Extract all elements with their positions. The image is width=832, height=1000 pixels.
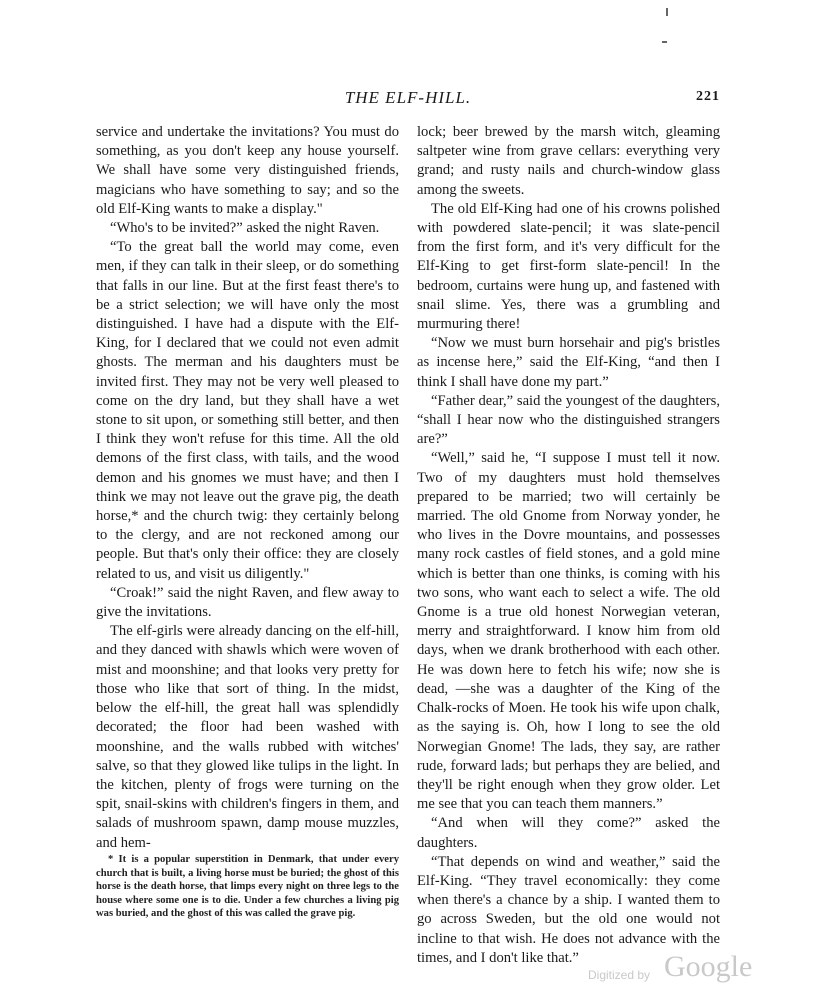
right-column [417, 123, 720, 968]
watermark-prefix: Digitized by [588, 968, 651, 982]
digitized-watermark [588, 950, 768, 990]
chapter-title: THE ELF-HILL. [344, 88, 472, 107]
paragraph: lock; beer brewed by the marsh witch, gleaming saltpeter wine from grave cellars: everything very grand; and rusty nails and church-window glass among the sweets. [417, 124, 720, 198]
paragraph: “Well,” said he, “I suppose I must tell it now. Two of my daughters must hold themselves prepared to be married; two will certainly be married. The old Gnome from Norway yonder, he who lives in the Dovre mountains, and possesses many rock castles of field stones, and a gold mine which is better than one thinks, is coming with his two sons, who want each to select a wife. The old Gnome is a true old honest Norwegian veteran, merry and straightforward. I know him from old days, when we drank brotherhood with each other. He was down here to fetch his wife; now she is dead, —she was a daughter of the King of the Chalk-rocks of Moen. He took his wife upon chalk, as the saying is. Oh, how I long to see the old Norwegian Gnome! The lads, they say, are rather rude, forward lads; but perhaps they are belied, and they'll be right enough when they grow older. Let me see that you can teach them manners.” [417, 450, 720, 813]
paragraph: “Father dear,” said the youngest of the daughters, “shall I hear now who the distinguished strangers are?” [417, 392, 720, 448]
paragraph: “To the great ball the world may come, even men, if they can talk in their sleep, or do something that falls in our line. But at the first feast there's to be a strict selection; we will have only the most distinguished. I have had a dispute with the Elf-King, for I declared that we could not even admit ghosts. The merman and his daughters must be invited first. They may not be very well pleased to come on the dry land, but they shall have a wet stone to sit upon, or something still better, and then I think they won't refuse for this time. All the old demons of the first class, with tails, and the wood demon and his gnomes we must have; and then I think we may not leave out the grave pig, the death horse,* and the church twig: they certainly belong to the clergy, and are not reckoned among our people. But that's only their office: they are closely related to us, and visit us diligently." [96, 239, 399, 582]
paragraph: The elf-girls were already dancing on the elf-hill, and they danced with shawls which were woven of mist and moonshine; and that looks very pretty for those who like that sort of thing. In the midst, below the elf-hill, the great hall was splendidly decorated; the floor had been washed with moonshine, and the walls rubbed with witches' salve, so that they glowed like tulips in the light. In the kitchen, plenty of frogs were turning on the spit, snail-skins with children's fingers in them, and salads of mushroom spawn, damp mouse muzzles, and hem- [96, 623, 399, 851]
paragraph: “And when will they come?” asked the daughters. [417, 815, 720, 851]
scan-speck [666, 8, 668, 16]
paragraph: “That depends on wind and weather,” said the Elf-King. “They travel economically: they come when there's a chance by a ship. I wanted them to go across Sweden, but the old one would not incline to that wish. He does not advance with the times, and I don't like that.” [417, 853, 720, 966]
page-number: 221 [696, 89, 720, 104]
paragraph: “Croak!” said the night Raven, and flew away to give the invitations. [96, 584, 399, 621]
running-header [96, 88, 720, 114]
paragraph: The old Elf-King had one of his crowns polished with powdered slate-pencil; it was slate-pencil from the first form, and it's very difficult for the Elf-King to get first-form slate-pencil! In the bedroom, curtains were hung up, and fastened with snail slime. Yes, there was a grumbling and murmuring there! [417, 200, 720, 333]
paragraph: “Now we must burn horsehair and pig's bristles as incense here,” said the Elf-King, “and then I think I shall have done my part.” [417, 335, 720, 390]
left-column [96, 123, 399, 853]
watermark-logo: Google [664, 950, 753, 983]
paragraph: service and undertake the invitations? You must do something, as you don't keep any house yourself. We shall have some very distinguished friends, magicians who have something to say; and so the old Elf-King wants to make a display." [96, 124, 399, 217]
paragraph: “Who's to be invited?” asked the night Raven. [110, 220, 380, 237]
footnote: * It is a popular superstition in Denmark, that under every church that is built, a living horse must be buried; the ghost of this horse is the death horse, that limps every night on three legs to the house where some one is to die. Under a few churches a living pig was buried, and the ghost of this was called the grave pig. [96, 854, 399, 920]
scan-speck [662, 41, 667, 43]
